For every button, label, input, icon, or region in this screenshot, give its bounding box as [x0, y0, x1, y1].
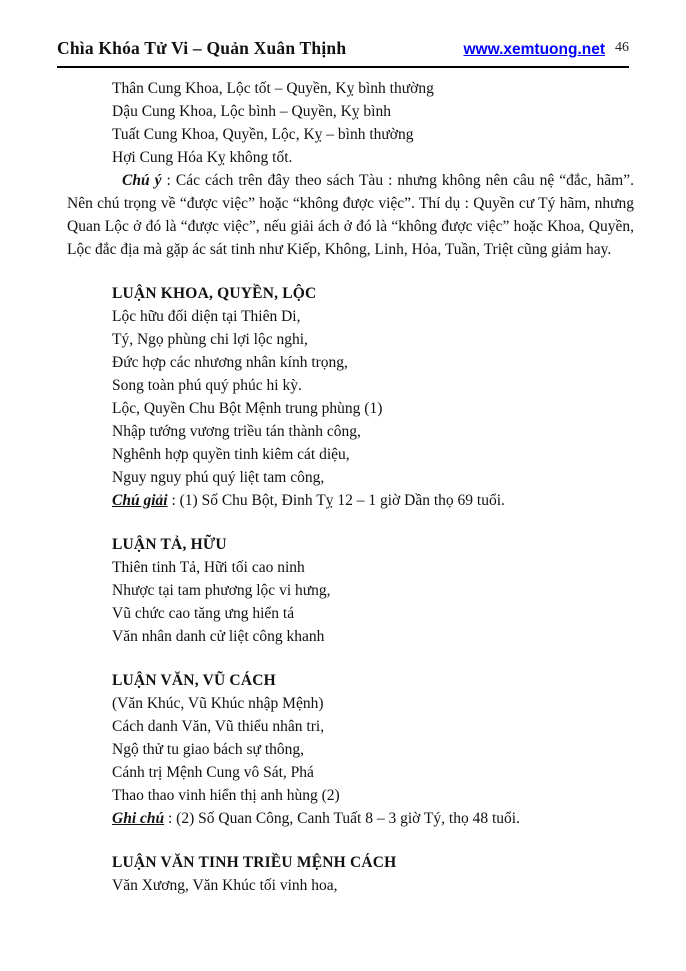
- note-paragraph: [67, 169, 634, 261]
- section: [57, 851, 629, 897]
- poem-line: Vũ chức cao tăng ưng hiển tá: [112, 605, 295, 622]
- section: [57, 282, 629, 512]
- section-note: [112, 489, 629, 512]
- poem-line: Đức hợp các nhương nhân kính trọng,: [112, 354, 348, 371]
- intro-lines: [57, 77, 629, 169]
- intro-line: Dậu Cung Khoa, Lộc bình – Quyền, Kỵ bình: [112, 103, 391, 120]
- poem-line: Thao thao vinh hiển thị anh hùng (2): [112, 787, 340, 804]
- section-heading: LUẬN KHOA, QUYỀN, LỘC: [112, 285, 317, 302]
- header-rule: [57, 66, 629, 68]
- sections: [57, 282, 629, 897]
- poem-line: Cách danh Văn, Vũ thiểu nhân tri,: [112, 718, 325, 735]
- poem-line: Nhược tại tam phương lộc vi hưng,: [112, 582, 331, 599]
- section-heading: LUẬN VĂN TINH TRIỀU MỆNH CÁCH: [112, 854, 397, 871]
- poem-line: Nguy nguy phú quý liệt tam công,: [112, 469, 325, 486]
- section: [57, 669, 629, 830]
- poem-line: Ngộ thử tu giao bách sự thông,: [112, 741, 305, 758]
- section-note-label: Chú giải: [112, 492, 168, 509]
- section: [57, 533, 629, 648]
- poem-line: Nghênh hợp quyền tinh kiêm cát diệu,: [112, 446, 350, 463]
- intro-line: Hợi Cung Hóa Kỵ không tốt.: [112, 149, 293, 166]
- intro-line: Tuất Cung Khoa, Quyền, Lộc, Kỵ – bình thường: [112, 126, 414, 143]
- section-note-text: : (1) Số Chu Bột, Đinh Tỵ 12 – 1 giờ Dần thọ 69 tuổi.: [167, 492, 505, 509]
- poem-line: Văn Xương, Văn Khúc tối vinh hoa,: [112, 877, 338, 894]
- intro-line: Thân Cung Khoa, Lộc tốt – Quyền, Kỵ bình thường: [112, 80, 434, 97]
- header-right-group: [463, 41, 629, 59]
- poem-line: (Văn Khúc, Vũ Khúc nhập Mệnh): [112, 695, 324, 712]
- poem-line: Văn nhân danh cử liệt công khanh: [112, 628, 325, 645]
- page-title: Chìa Khóa Tử Vi – Quản Xuân Thịnh: [57, 38, 347, 58]
- page-header: [57, 38, 629, 59]
- page-number: 46: [615, 40, 629, 55]
- website-link[interactable]: www.xemtuong.net: [463, 41, 605, 58]
- poem-line: Nhập tướng vương triều tán thành công,: [112, 423, 361, 440]
- section-heading: LUẬN TẢ, HỮU: [112, 536, 227, 553]
- note-label: Chú ý: [122, 172, 162, 189]
- note-text: : Các cách trên đây theo sách Tàu : nhưng không nên câu nệ “đắc, hãm”. Nên chú trọng về “được việc” hoặc “không được việc”. Thí dụ : Quyền cư Tý hãm, nhưng Quan Lộc ở đó là “được việc”, nếu giải ách ở đó là “không được việc” hoặc Khoa, Quyền, Lộc đắc địa mà gặp ác sát tinh như Kiếp, Không, Linh, Hỏa, Tuần, Triệt cũng giảm hay.: [67, 172, 634, 258]
- poem-line: Tý, Ngọ phùng chi lợi lộc nghi,: [112, 331, 308, 348]
- poem-line: Cánh trị Mệnh Cung vô Sát, Phá: [112, 764, 314, 781]
- section-note: [112, 807, 629, 830]
- poem-line: Lộc hữu đối diện tại Thiên Di,: [112, 308, 301, 325]
- section-note-label: Ghi chú: [112, 810, 165, 827]
- poem-line: Song toàn phú quý phúc hi kỳ.: [112, 377, 302, 394]
- poem-line: Thiên tinh Tả, Hữi tối cao ninh: [112, 559, 305, 576]
- section-heading: LUẬN VĂN, VŨ CÁCH: [112, 672, 276, 689]
- poem-line: Lộc, Quyền Chu Bột Mệnh trung phùng (1): [112, 400, 383, 417]
- section-note-text: : (2) Số Quan Công, Canh Tuất 8 – 3 giờ Tý, thọ 48 tuổi.: [164, 810, 520, 827]
